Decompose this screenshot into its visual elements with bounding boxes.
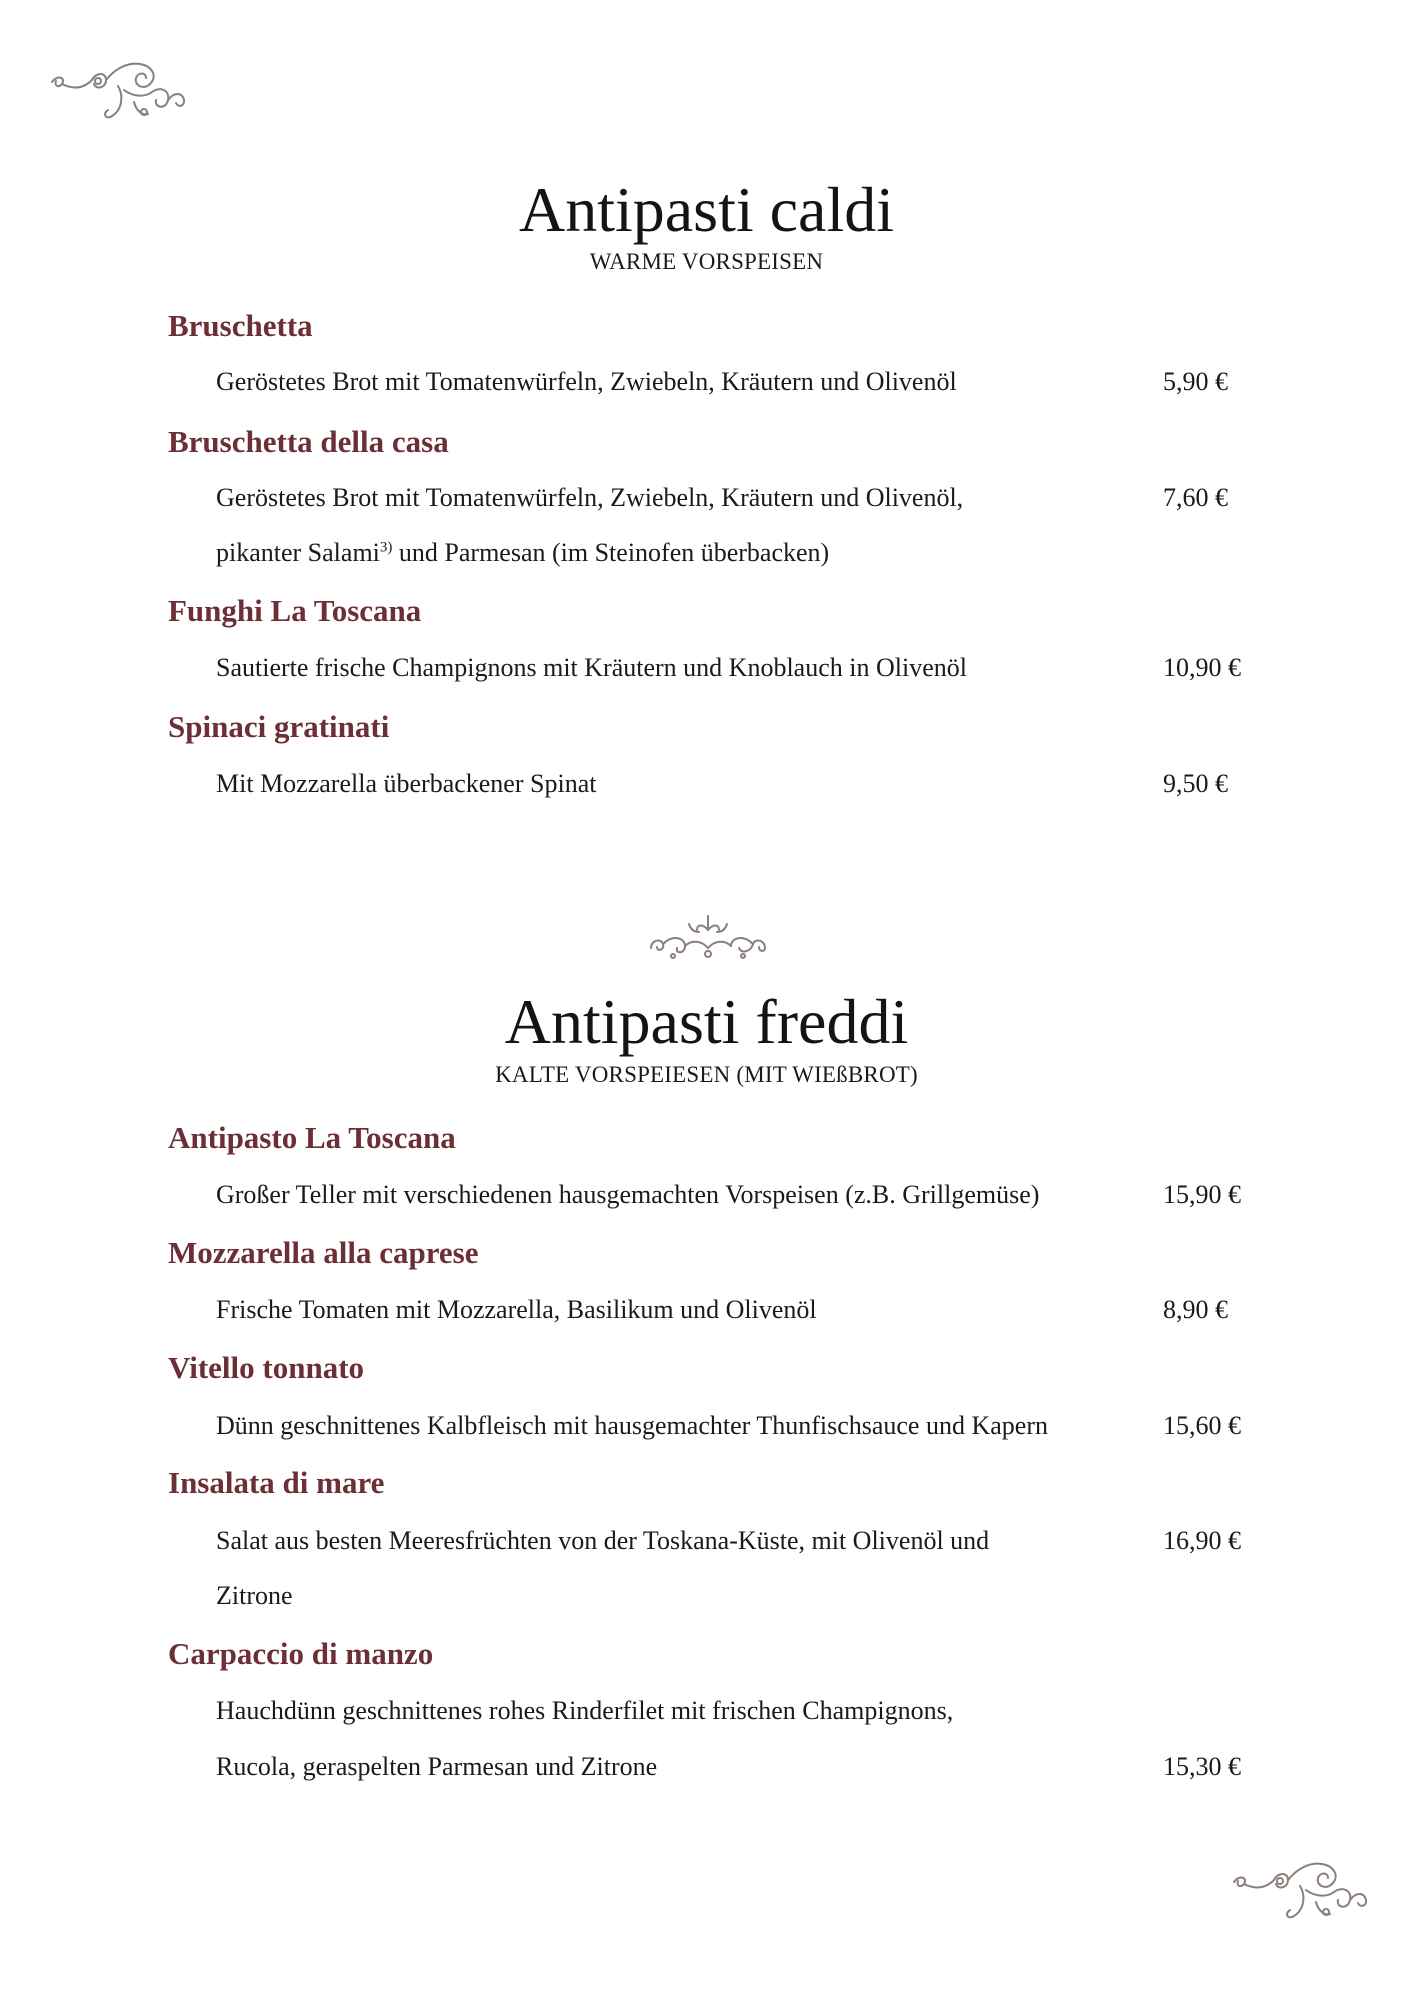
description-text: und Parmesan (im Steinofen überbacken) bbox=[392, 538, 830, 567]
menu-item-name: Mozzarella alla caprese bbox=[168, 1235, 479, 1270]
menu-item-description: Großer Teller mit verschiedenen hausgemachten Vorspeisen (z.B. Grillgemüse) bbox=[216, 1180, 1040, 1209]
menu-item-price: 5,90 € bbox=[1163, 367, 1228, 396]
menu-item-price: 10,90 € bbox=[1163, 653, 1241, 682]
menu-item-price: 15,30 € bbox=[1163, 1752, 1241, 1781]
menu-item-price: 16,90 € bbox=[1163, 1526, 1241, 1555]
menu-item-price: 15,90 € bbox=[1163, 1180, 1241, 1209]
section-subtitle: WARME VORSPEISEN bbox=[589, 249, 824, 274]
menu-item-price: 8,90 € bbox=[1163, 1295, 1228, 1324]
menu-item-description: Hauchdünn geschnittenes rohes Rinderfilet mit frischen Champignons, bbox=[216, 1696, 954, 1725]
menu-item-name: Insalata di mare bbox=[168, 1465, 385, 1500]
menu-item-description: Salat aus besten Meeresfrüchten von der Toskana-Küste, mit Olivenöl und bbox=[216, 1526, 990, 1555]
allergen-footnote: 3) bbox=[379, 539, 393, 556]
menu-item-description: Geröstetes Brot mit Tomatenwürfeln, Zwiebeln, Kräutern und Olivenöl bbox=[216, 367, 957, 396]
menu-item-description: Mit Mozzarella überbackener Spinat bbox=[216, 769, 597, 798]
menu-item-name: Funghi La Toscana bbox=[168, 593, 422, 628]
description-text: pikanter Salami bbox=[216, 538, 380, 567]
menu-item-price: 15,60 € bbox=[1163, 1411, 1241, 1440]
flourish-ornament-icon bbox=[1230, 1850, 1370, 1926]
menu-item-name: Vitello tonnato bbox=[168, 1350, 365, 1385]
menu-item-description: Zitrone bbox=[216, 1581, 293, 1610]
menu-item-description: Sautierte frische Champignons mit Kräutern und Knoblauch in Olivenöl bbox=[216, 653, 967, 682]
section-subtitle: KALTE VORSPEIESEN (MIT WIEßBROT) bbox=[495, 1062, 918, 1087]
menu-item-name: Bruschetta bbox=[168, 308, 313, 343]
section-title: Antipasti freddi bbox=[504, 986, 909, 1057]
menu-item-name: Bruschetta della casa bbox=[168, 424, 449, 459]
flourish-ornament-icon bbox=[48, 50, 188, 126]
menu-item-description bbox=[216, 539, 829, 567]
menu-item-name: Carpaccio di manzo bbox=[168, 1636, 434, 1671]
menu-item-price: 9,50 € bbox=[1163, 769, 1228, 798]
menu-item-description: Geröstetes Brot mit Tomatenwürfeln, Zwiebeln, Kräutern und Olivenöl, bbox=[216, 483, 964, 512]
menu-item-description: Rucola, geraspelten Parmesan und Zitrone bbox=[216, 1752, 658, 1781]
divider-ornament-icon bbox=[645, 912, 771, 964]
menu-item-name: Antipasto La Toscana bbox=[168, 1120, 456, 1155]
menu-item-description: Frische Tomaten mit Mozzarella, Basilikum und Olivenöl bbox=[216, 1295, 817, 1324]
menu-item-price: 7,60 € bbox=[1163, 483, 1228, 512]
menu-item-name: Spinaci gratinati bbox=[168, 709, 390, 744]
section-title: Antipasti caldi bbox=[518, 174, 895, 245]
menu-item-description: Dünn geschnittenes Kalbfleisch mit hausgemachter Thunfischsauce und Kapern bbox=[216, 1411, 1048, 1440]
